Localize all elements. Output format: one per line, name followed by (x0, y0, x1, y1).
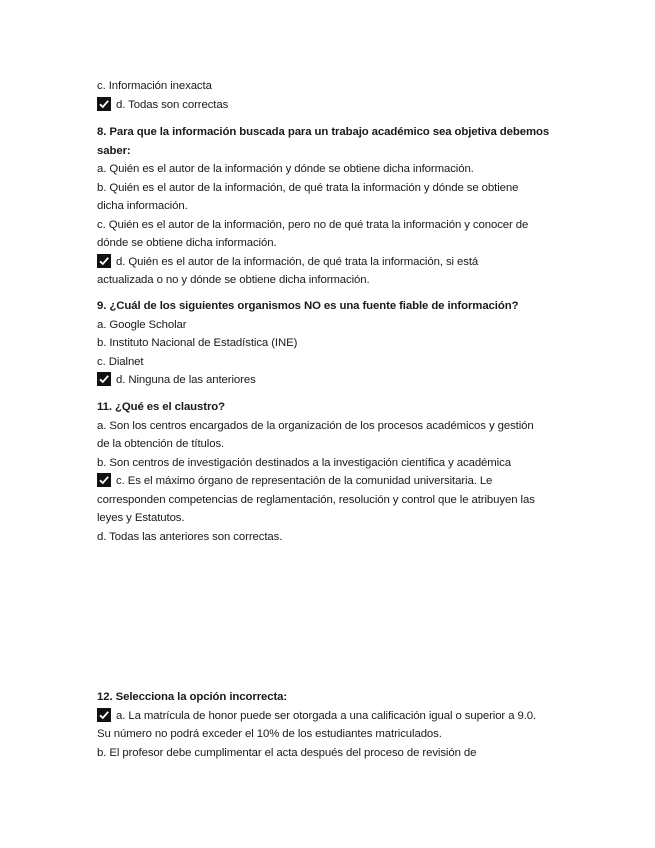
option-c-cont: dónde se obtiene dicha información. (97, 237, 277, 249)
option-a: a. Google Scholar (97, 318, 187, 331)
checkbox-checked-icon (97, 254, 111, 268)
option-b: b. Instituto Nacional de Estadística (INE) (97, 337, 298, 349)
question-12-title: 12. Selecciona la opción incorrecta: (97, 691, 288, 703)
option-c-cont2: leyes y Estatutos. (97, 512, 185, 524)
question-9-title: 9. ¿Cuál de los siguientes organismos NO es una fuente fiable de información? (97, 300, 519, 312)
question-9 (97, 297, 565, 390)
option-a-selected (97, 707, 565, 726)
option-d-cont: actualizada o no y dónde se obtiene dicha información. (97, 274, 370, 286)
option-a-cont: Su número no podrá exceder el 10% de los estudiantes matriculados. (97, 728, 442, 740)
checkbox-checked-icon (97, 372, 111, 386)
checkbox-checked-icon (97, 97, 111, 111)
option-c: c. Información inexacta (97, 80, 212, 92)
option-d-label: d. Quién es el autor de la información, de qué trata la información, si está (116, 255, 479, 268)
option-a-label: a. La matrícula de honor puede ser otorgada a una calificación igual o superior a 9.0. (116, 709, 537, 722)
option-c-selected (97, 472, 565, 491)
checkbox-checked-icon (97, 473, 111, 487)
option-b: b. El profesor debe cumplimentar el acta después del proceso de revisión de (97, 746, 477, 759)
question-8-title-cont: saber: (97, 144, 131, 157)
option-d: d. Todas las anteriores son correctas. (97, 530, 283, 543)
option-a: a. Quién es el autor de la información y dónde se obtiene dicha información. (97, 163, 474, 175)
checkbox-checked-icon (97, 708, 111, 722)
option-c-cont: corresponden competencias de reglamentación, resolución y control que le atribuyen las (97, 493, 535, 506)
option-c: c. Quién es el autor de la información, pero no de qué trata la información y conocer de (97, 218, 529, 231)
option-d-selected (97, 371, 565, 390)
question-11-title: 11. ¿Qué es el claustro? (97, 401, 226, 413)
question-11 (97, 398, 565, 546)
option-c-label: c. Es el máximo órgano de representación de la comunidad universitaria. Le (116, 475, 493, 487)
option-c: c. Dialnet (97, 355, 144, 368)
question-8 (97, 123, 565, 290)
option-d-label: d. Todas son correctas (116, 98, 229, 111)
option-a: a. Son los centros encargados de la organización de los procesos académicos y gestión (97, 419, 534, 432)
option-d-selected (97, 253, 565, 272)
question-7-tail (97, 77, 565, 114)
question-12 (97, 688, 565, 762)
option-d-label: d. Ninguna de las anteriores (116, 374, 256, 386)
question-8-title: 8. Para que la información buscada para un trabajo académico sea objetiva debemos (97, 126, 550, 138)
option-b: b. Quién es el autor de la información, de qué trata la información y dónde se obtiene (97, 181, 519, 194)
option-b-cont: dicha información. (97, 200, 188, 212)
option-d-selected (97, 96, 565, 115)
option-a-cont: de la obtención de títulos. (97, 438, 225, 450)
option-b: b. Son centros de investigación destinados a la investigación científica y académica (97, 456, 511, 469)
